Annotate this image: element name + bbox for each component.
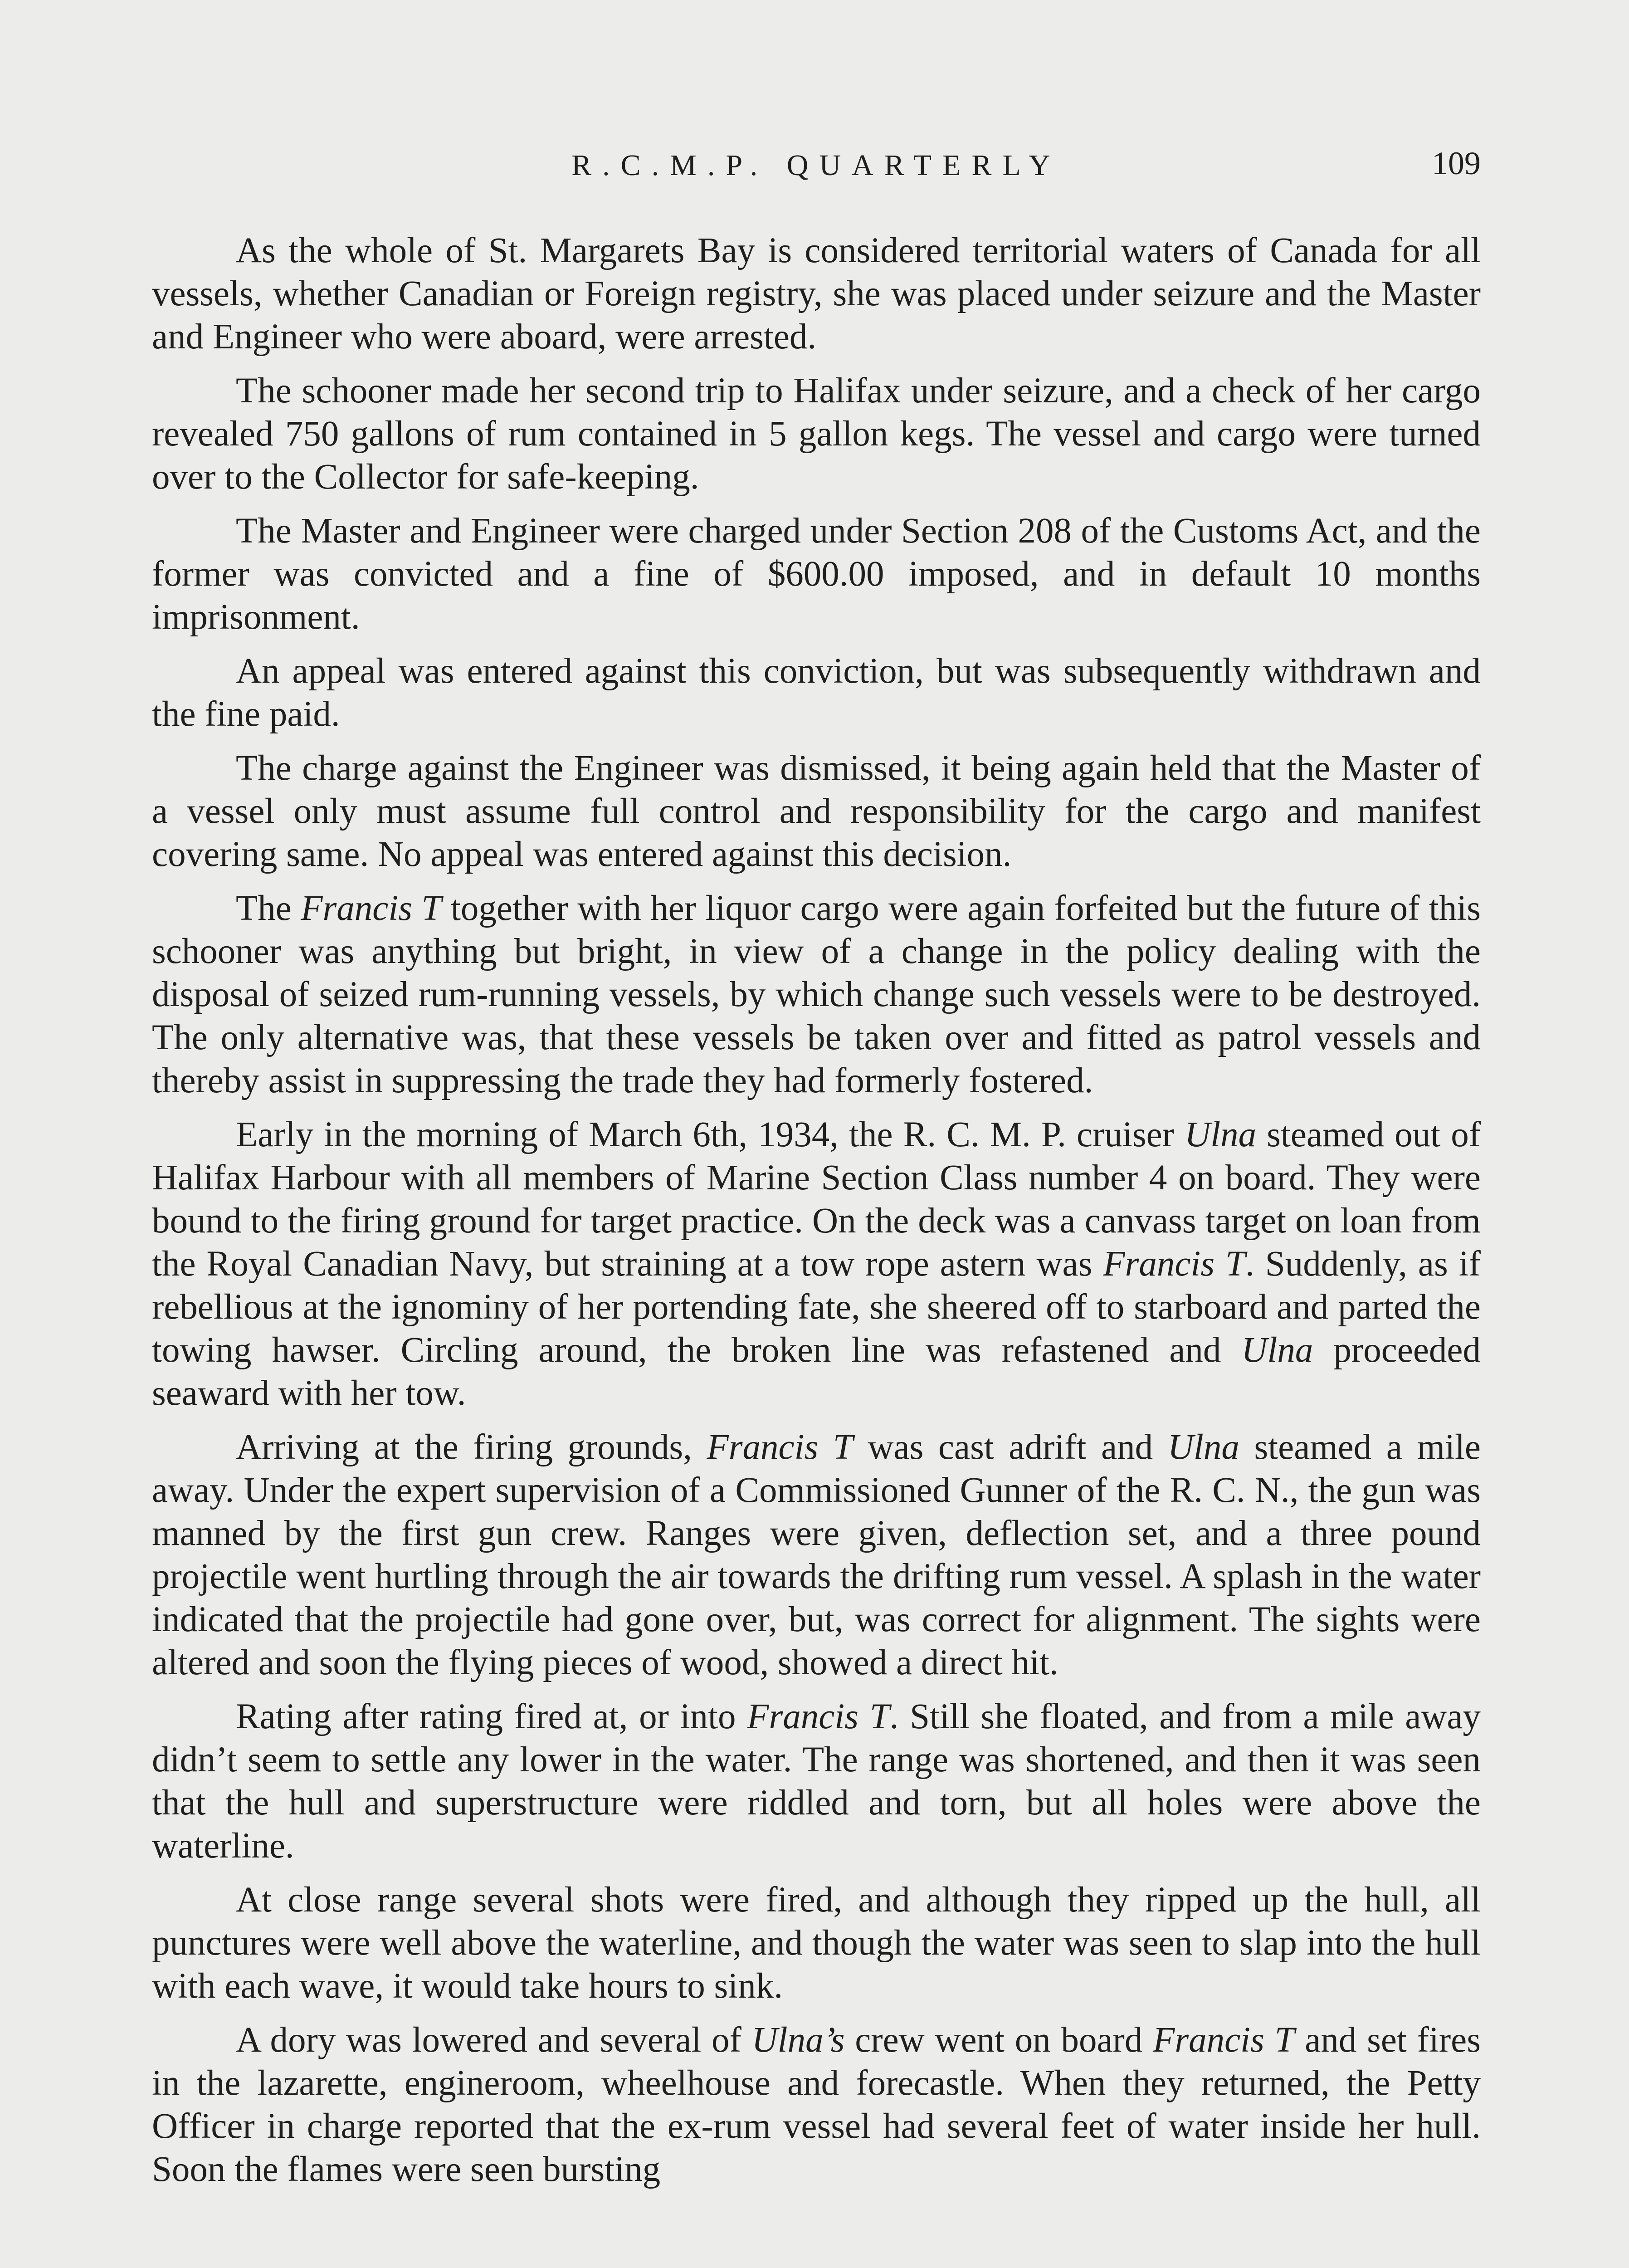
- text-run: An appeal was entered against this conviction, but was subsequently withdrawn and the fine paid.: [152, 651, 1481, 734]
- text-run: steamed out of Halifax Harbour with all members of Marine Section Class number 4 on board. They were bound to the firing ground for target practice. On the deck was a canvass target on loan from the Royal Canadian Navy, but straining at a tow rope astern was: [152, 1115, 1481, 1284]
- paragraph: [152, 747, 1481, 876]
- paragraph: [152, 1113, 1481, 1415]
- text-run: steamed a mile away. Under the expert supervision of a Commissioned Gunner of the R. C. N., the gun was manned by the first gun crew. Ranges were given, deflection set, and a three pound projectile went hurtling through the air towards the drifting rum vessel. A splash in the water indicated that the projectile had gone over, but, was correct for alignment. The sights were altered and soon the flying pieces of wood, showed a direct hit.: [152, 1427, 1481, 1682]
- paragraph: [152, 369, 1481, 499]
- text-run: . Suddenly, as if rebellious at the ignominy of her portending fate, she sheered off to starboard and parted the towing hawser. Circling around, the broken line was refastened and: [152, 1244, 1481, 1370]
- text-run: The: [236, 889, 301, 928]
- vessel-name: Francis T: [301, 889, 442, 928]
- page-number: 109: [1432, 145, 1481, 181]
- text-run: and set fires in the lazarette, engineroom, wheelhouse and forecastle. When they returned, the Petty Officer in charge reported that the ex-rum vessel had several feet of water inside her hull. Soon the flames were seen bursting: [152, 2020, 1481, 2189]
- vessel-name: Ulna: [1185, 1115, 1257, 1154]
- text-run: crew went on board: [844, 2020, 1153, 2060]
- paragraph: [152, 887, 1481, 1102]
- text-run: . Still she floated, and from a mile away didn’t seem to settle any lower in the water. The range was shortened, and then it was seen that the hull and superstructure were riddled and torn, but all holes were above the waterline.: [152, 1697, 1481, 1866]
- text-run: Early in the morning of March 6th, 1934, the R. C. M. P. cruiser: [236, 1115, 1185, 1154]
- paragraph: [152, 509, 1481, 639]
- text-run: was cast adrift and: [853, 1427, 1168, 1467]
- paragraph: [152, 229, 1481, 358]
- vessel-name: Francis T: [707, 1427, 853, 1467]
- paragraph: [152, 650, 1481, 736]
- text-run: Arriving at the firing grounds,: [236, 1427, 707, 1467]
- text-run: together with her liquor cargo were again forfeited but the future of this schooner was anything but bright, in view of a change in the policy dealing with the disposal of seized rum-running vessels, by which change such vessels were to be destroyed. The only alternative was, that these vessels be taken over and fitted as patrol vessels and thereby assist in suppressing the trade they had formerly fostered.: [152, 889, 1481, 1100]
- page-header: [152, 143, 1481, 188]
- text-run: The charge against the Engineer was dismissed, it being again held that the Master of a vessel only must assume full control and responsibility for the cargo and manifest covering same. No appeal was entered against this decision.: [152, 748, 1481, 874]
- vessel-name: Ulna: [1241, 1330, 1313, 1370]
- body-text: [152, 229, 1481, 2202]
- text-run: At close range several shots were fired, and although they ripped up the hull, all punctures were well above the waterline, and though the water was seen to slap into the hull with each wave, it would take hours to sink.: [152, 1880, 1481, 2006]
- vessel-name: Francis T: [747, 1697, 890, 1736]
- paragraph: [152, 1695, 1481, 1867]
- text-run: The Master and Engineer were charged under Section 208 of the Customs Act, and the former was convicted and a fine of $600.00 imposed, and in default 10 months imprisonment.: [152, 511, 1481, 637]
- paragraph: [152, 1878, 1481, 2008]
- vessel-name: Francis T: [1103, 1244, 1246, 1284]
- text-run: proceeded seaward with her tow.: [152, 1330, 1481, 1413]
- paragraph: [152, 2019, 1481, 2191]
- text-run: A dory was lowered and several of: [236, 2020, 752, 2060]
- running-head: R.C.M.P. QUARTERLY: [571, 149, 1061, 182]
- vessel-name: Ulna’s: [751, 2020, 845, 2060]
- vessel-name: Francis T: [1153, 2020, 1295, 2060]
- text-run: Rating after rating fired at, or into: [236, 1697, 747, 1736]
- text-run: The schooner made her second trip to Halifax under seizure, and a check of her cargo revealed 750 gallons of rum contained in 5 gallon kegs. The vessel and cargo were turned over to the Collector for safe-keeping.: [152, 371, 1481, 497]
- text-run: As the whole of St. Margarets Bay is considered territorial waters of Canada for all vessels, whether Canadian or Foreign registry, she was placed under seizure and the Master and Engineer who were aboard, were arrested.: [152, 231, 1481, 357]
- vessel-name: Ulna: [1167, 1427, 1239, 1467]
- paragraph: [152, 1426, 1481, 1684]
